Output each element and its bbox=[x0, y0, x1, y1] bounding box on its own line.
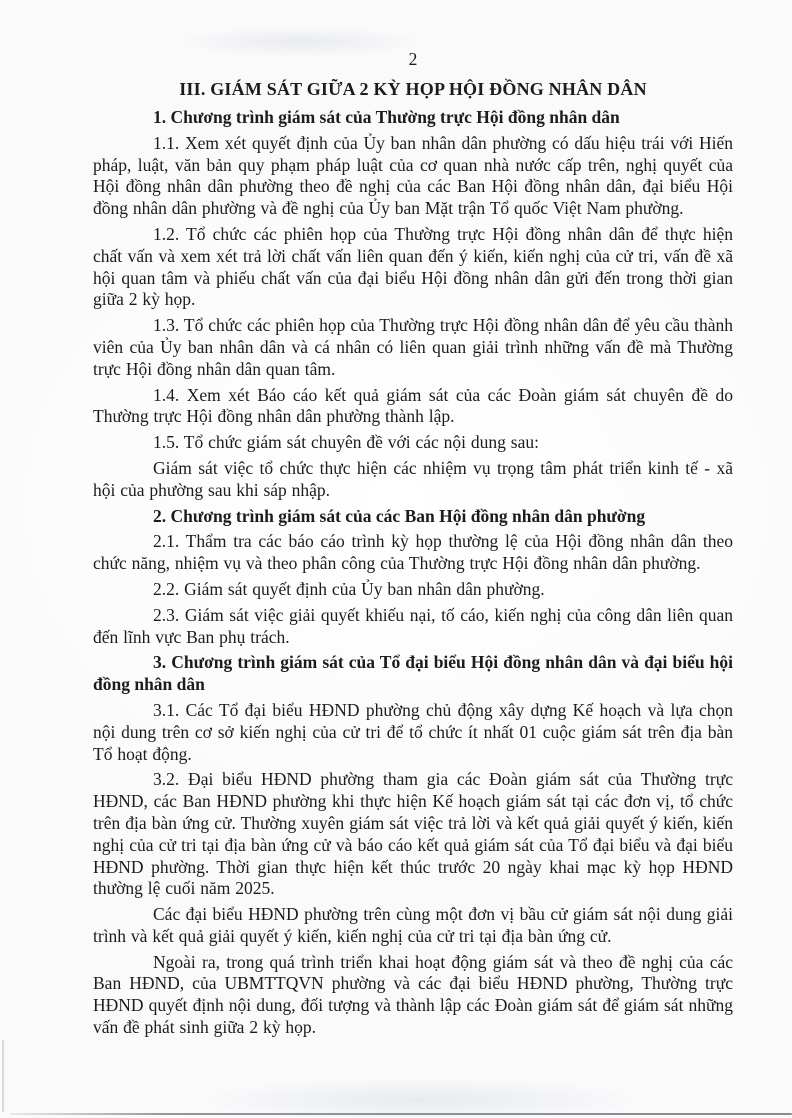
section-heading-2: 2. Chương trình giám sát của các Ban Hội đồng nhân dân phường bbox=[153, 505, 646, 526]
paragraph-1-5: 1.5. Tổ chức giám sát chuyên đề với các nội dung sau: bbox=[153, 432, 539, 453]
paragraph-3-closing-1: Các đại biểu HĐND phường trên cùng một đơn vị bầu cử giám sát nội dung giải trình và kết quả giải quyết ý kiến, kiến nghị của cử tri tại địa bàn ứng cử. bbox=[93, 904, 733, 946]
section-heading-1: 1. Chương trình giám sát của Thường trực Hội đồng nhân dân bbox=[153, 107, 620, 127]
paragraph-1-1: 1.1. Xem xét quyết định của Ủy ban nhân dân phường có dấu hiệu trái với Hiến pháp, luật, văn bản quy phạm pháp luật của cơ quan nhà nước cấp trên, nghị quyết của Hội đồng nhân dân phường theo đề nghị của các Ban Hội đồng nhân dân, đại biểu Hội đồng nhân dân phường và đề nghị của Ủy ban Mặt trận Tổ quốc Việt Nam phường. bbox=[93, 132, 733, 219]
paragraph-1-3: 1.3. Tổ chức các phiên họp của Thường trực Hội đồng nhân dân để yêu cầu thành viên của Ủy ban nhân dân và cá nhân có liên quan giải trình những vấn đề mà Thường trực Hội đồng nhân dân quan tâm. bbox=[93, 315, 733, 379]
paragraph-2-1: 2.1. Thẩm tra các báo cáo trình kỳ họp thường lệ của Hội đồng nhân dân theo chức năng, nhiệm vụ và theo phân công của Thường trực Hội đồng nhân dân phường. bbox=[93, 531, 733, 574]
section-heading-3: 3. Chương trình giám sát của Tổ đại biểu Hội đồng nhân dân và đại biểu hội đồng nhân dân bbox=[93, 652, 733, 695]
paragraph-3-1: 3.1. Các Tổ đại biểu HĐND phường chủ động xây dựng Kế hoạch và lựa chọn nội dung trên cơ sở kiến nghị của cử tri để tổ chức ít nhất 01 cuộc giám sát trên địa bàn Tổ hoạt động. bbox=[93, 699, 733, 764]
paragraph-1-5-content: Giám sát việc tổ chức thực hiện các nhiệm vụ trọng tâm phát triển kinh tế - xã hội của phường sau khi sáp nhập. bbox=[93, 457, 733, 500]
paragraph-2-3: 2.3. Giám sát việc giải quyết khiếu nại, tố cáo, kiến nghị của công dân liên quan đến lĩnh vực Ban phụ trách. bbox=[93, 604, 733, 647]
document-title: III. GIÁM SÁT GIỮA 2 KỲ HỌP HỘI ĐỒNG NHÂN DÂN bbox=[179, 79, 647, 99]
paragraph-3-closing-2: Ngoài ra, trong quá trình triển khai hoạt động giám sát và theo đề nghị của các Ban HĐND, của UBMTTQVN phường và các đại biểu HĐND phường, Thường trực HĐND quyết định nội dung, đối tượng và thành lập các Đoàn giám sát để giám sát những vấn đề phát sinh giữa 2 kỳ họp. bbox=[93, 951, 733, 1038]
paragraph-3-2: 3.2. Đại biểu HĐND phường tham gia các Đoàn giám sát của Thường trực HĐND, các Ban HĐND phường khi thực hiện Kế hoạch giám sát tại các đơn vị, tổ chức trên địa bàn ứng cử. Thường xuyên giám sát việc trả lời và kết quả giải quyết ý kiến, kiến nghị của cử tri tại địa bàn ứng cử và báo cáo kết quả giám sát của Tổ đại biểu và đại biểu HĐND phường. Thời gian thực hiện kết thúc trước 20 ngày khai mạc kỳ họp HĐND thường lệ cuối năm 2025. bbox=[93, 769, 733, 899]
scan-artifact-line bbox=[10, 1113, 792, 1115]
page-number: 2 bbox=[408, 49, 418, 69]
scan-artifact-edge bbox=[2, 1040, 4, 1112]
paragraph-1-4: 1.4. Xem xét Báo cáo kết quả giám sát của các Đoàn giám sát chuyên đề do Thường trực Hội đồng nhân dân phường thành lập. bbox=[93, 384, 733, 427]
paragraph-2-2: 2.2. Giám sát quyết định của Ủy ban nhân dân phường. bbox=[153, 578, 545, 599]
document-content bbox=[93, 48, 733, 1043]
paragraph-1-2: 1.2. Tổ chức các phiên họp của Thường trực Hội đồng nhân dân để thực hiện chất vấn và xem xét trả lời chất vấn liên quan đến ý kiến, kiến nghị của cử tri, vấn đề xã hội quan tâm và phiếu chất vấn của đại biểu Hội đồng nhân dân gửi đến trong thời gian giữa 2 kỳ họp. bbox=[93, 223, 733, 310]
